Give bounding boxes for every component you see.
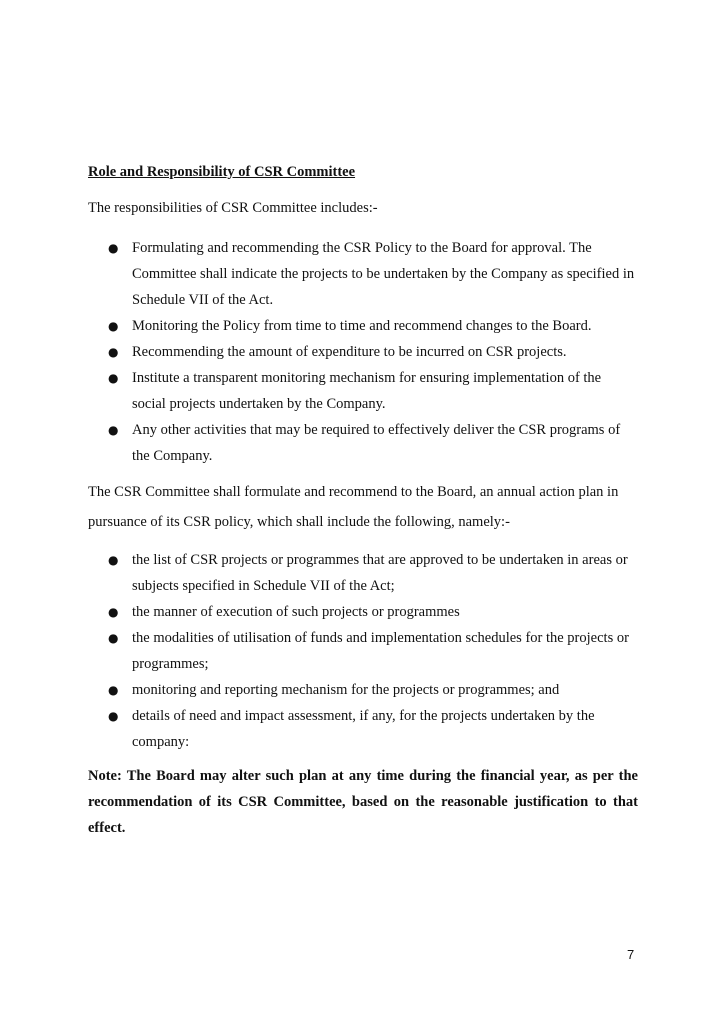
bullet-icon: ●: [108, 631, 119, 645]
list-item-text: the modalities of utilisation of funds and implementation schedules for the projects or programmes;: [132, 630, 629, 672]
list-item: [88, 599, 638, 625]
action-plan-intro: The CSR Committee shall formulate and recommend to the Board, an annual action plan in pursuance of its CSR policy, which shall include the following, namely:-: [88, 484, 619, 530]
responsibilities-intro: The responsibilities of CSR Committee includes:-: [88, 200, 378, 216]
responsibilities-list: [88, 235, 638, 469]
list-item: [88, 677, 638, 703]
section-heading: Role and Responsibility of CSR Committee: [88, 164, 356, 180]
list-item-text: the list of CSR projects or programmes that are approved to be undertaken in areas or subjects specified in Schedule VII of the Act;: [132, 552, 628, 594]
list-item: [88, 313, 638, 339]
list-item: [88, 625, 638, 677]
list-item-text: Any other activities that may be required to effectively deliver the CSR programs of the Company.: [132, 422, 621, 464]
list-item-text: the manner of execution of such projects or programmes: [132, 604, 460, 620]
board-note: Note: The Board may alter such plan at any time during the financial year, as per the recommendation of its CSR Committee, based on the reasonable justification to that effect.: [88, 768, 638, 836]
bullet-icon: ●: [108, 709, 119, 723]
list-item: [88, 417, 638, 469]
bullet-icon: ●: [108, 423, 119, 437]
action-plan-list: [88, 547, 638, 755]
list-item: [88, 547, 638, 599]
bullet-icon: ●: [108, 371, 119, 385]
bullet-icon: ●: [108, 553, 119, 567]
bullet-icon: ●: [108, 683, 119, 697]
list-item-text: Formulating and recommending the CSR Policy to the Board for approval. The Committee shall indicate the projects to be undertaken by the Company as specified in Schedule VII of the Act.: [132, 240, 635, 308]
bullet-icon: ●: [108, 319, 119, 333]
document-body: [88, 162, 638, 841]
list-item-text: details of need and impact assessment, if any, for the projects undertaken by the company:: [132, 708, 595, 750]
list-item: [88, 235, 638, 313]
list-item-text: monitoring and reporting mechanism for the projects or programmes; and: [132, 682, 560, 698]
bullet-icon: ●: [108, 241, 119, 255]
list-item: [88, 703, 638, 755]
list-item: [88, 339, 638, 365]
bullet-icon: ●: [108, 605, 119, 619]
list-item-text: Monitoring the Policy from time to time and recommend changes to the Board.: [132, 318, 592, 334]
bullet-icon: ●: [108, 345, 119, 359]
list-item: [88, 365, 638, 417]
page-number: 7: [627, 947, 635, 962]
list-item-text: Institute a transparent monitoring mechanism for ensuring implementation of the social projects undertaken by the Company.: [132, 370, 602, 412]
list-item-text: Recommending the amount of expenditure to be incurred on CSR projects.: [132, 344, 567, 360]
